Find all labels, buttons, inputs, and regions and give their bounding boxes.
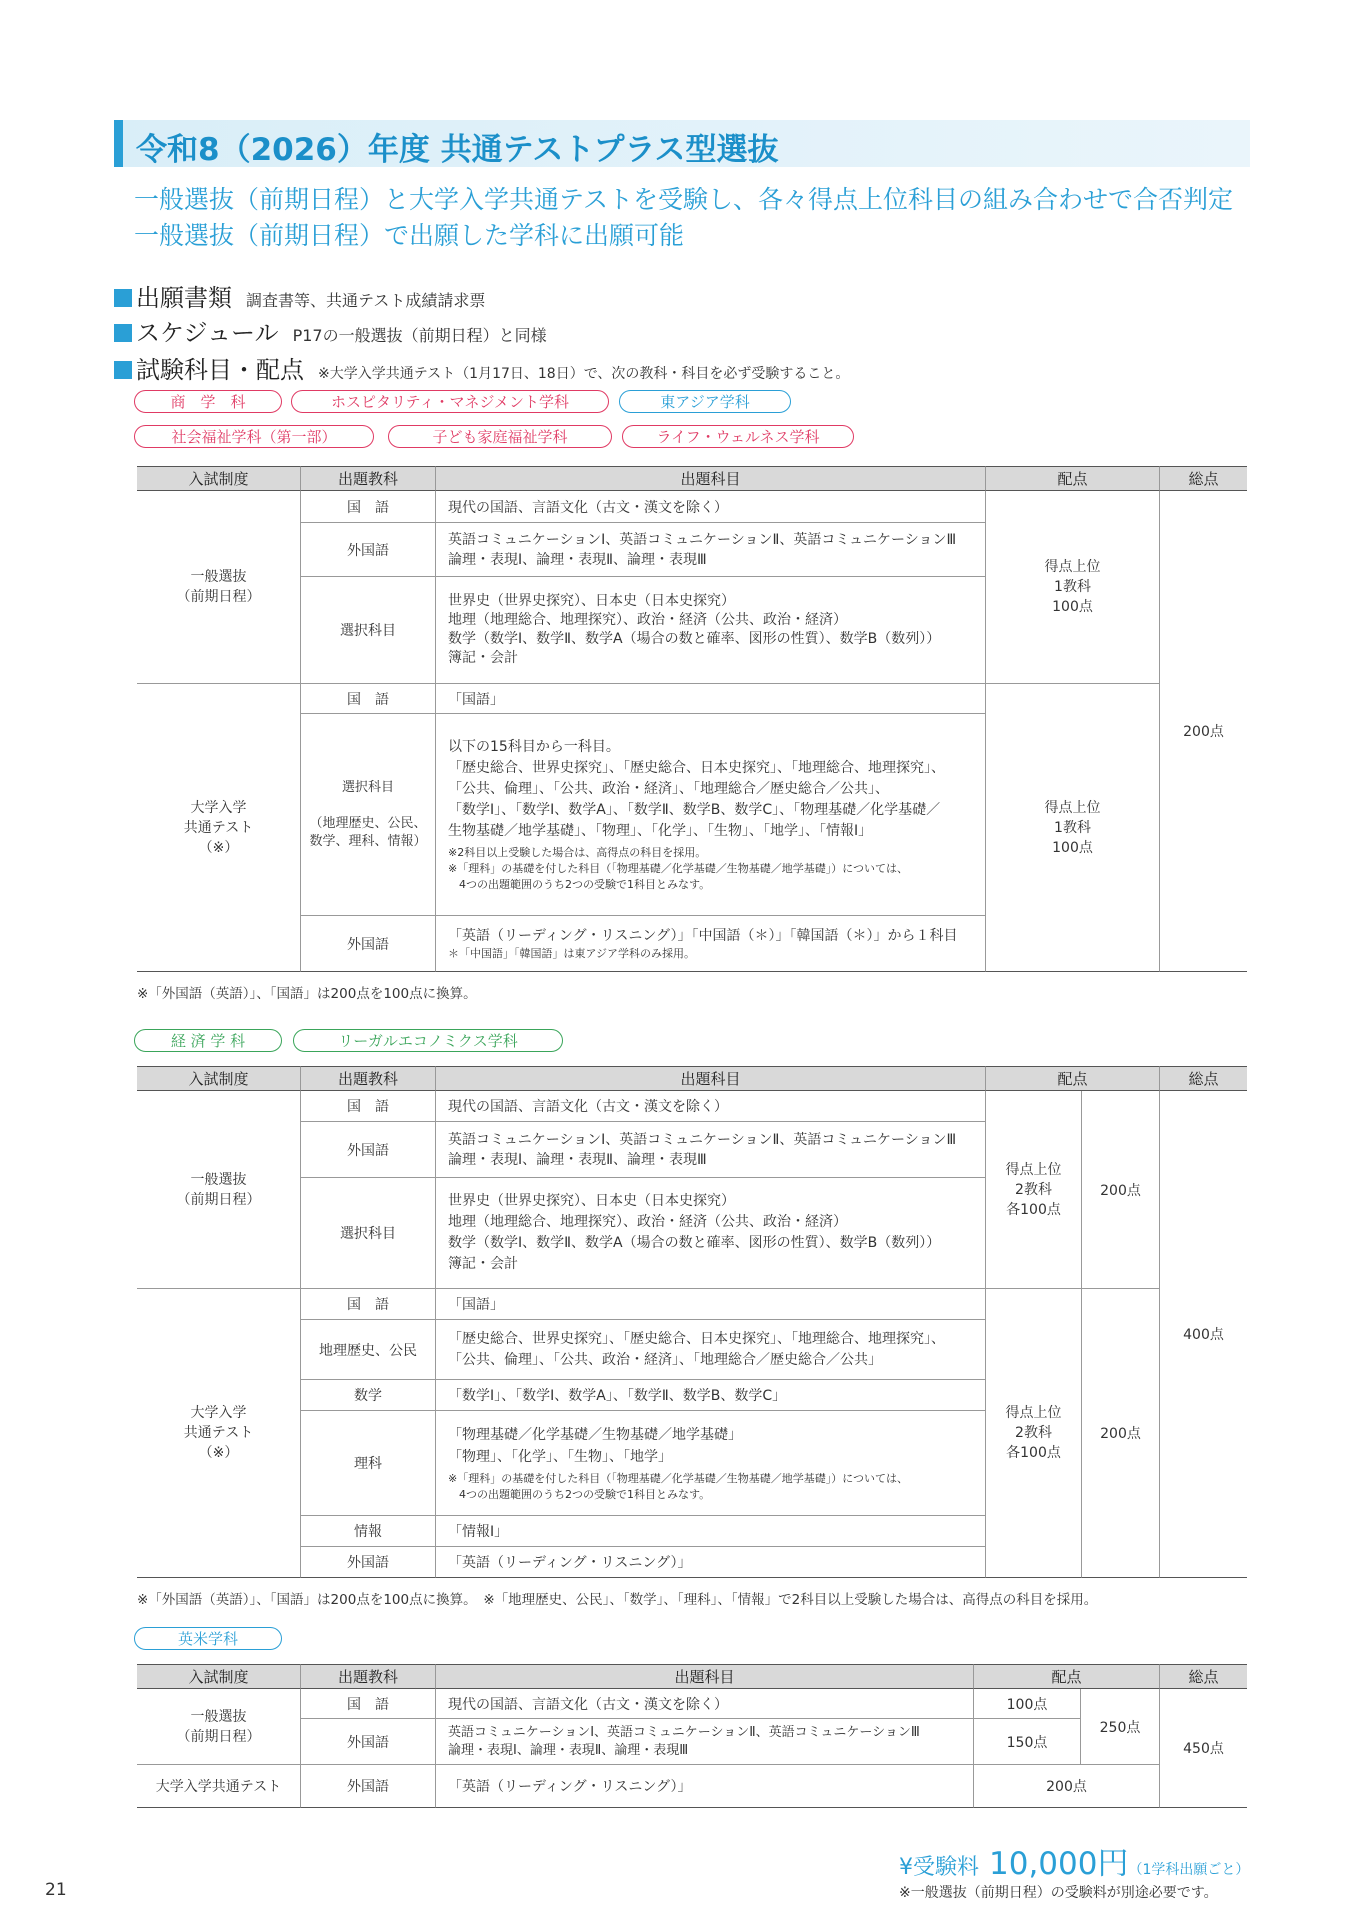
subjects-cell: 「国語」: [435, 684, 985, 714]
header-area: 出題教科: [300, 466, 435, 491]
area-cell: 外国語: [300, 523, 435, 577]
system-cell: 大学入学 共通テスト （※）: [137, 684, 300, 972]
points-cell: 得点上位 2教科 各100点: [985, 1289, 1081, 1578]
dept-tag: 東アジア学科: [619, 390, 791, 413]
fee-unit: （1学科出願ごと）: [1128, 1862, 1250, 1878]
section-heading: 出願書類: [136, 284, 232, 312]
total-cell: 450点: [1159, 1689, 1247, 1808]
area-cell: 理科: [300, 1411, 435, 1516]
system-cell: 一般選抜 （前期日程）: [137, 1689, 300, 1765]
fee-note: ※一般選抜（前期日程）の受験料が別途必要です。: [899, 1885, 1218, 1901]
points-cell: 得点上位 1教科 100点: [985, 491, 1159, 684]
square-bullet-icon: [114, 324, 132, 342]
area-cell: 外国語: [300, 1122, 435, 1178]
area-cell: 外国語: [300, 1719, 435, 1765]
subtotal-cell: 200点: [1081, 1091, 1159, 1289]
dept-tag: ホスピタリティ・マネジメント学科: [291, 390, 609, 413]
total-cell: 200点: [1159, 491, 1247, 972]
header-system: 入試制度: [137, 1664, 300, 1689]
area-cell: 国 語: [300, 491, 435, 523]
area-cell: 地理歴史、公民: [300, 1320, 435, 1380]
header-subjects: 出題科目: [435, 1066, 985, 1091]
dept-tag: ライフ・ウェルネス学科: [622, 425, 854, 448]
area-cell: 国 語: [300, 684, 435, 714]
points-cell: 得点上位 1教科 100点: [985, 684, 1159, 972]
subtotal-cell: 200点: [1081, 1289, 1159, 1578]
header-total: 総点: [1159, 1664, 1247, 1689]
area-cell: 国 語: [300, 1289, 435, 1320]
dept-tag: 商 学 科: [134, 390, 282, 413]
title-bar: [114, 120, 1250, 167]
section-desc: 調査書等、共通テスト成績請求票: [246, 291, 486, 310]
dept-tag: 英米学科: [134, 1627, 282, 1650]
subjects-cell: 「情報Ⅰ」: [435, 1516, 985, 1547]
subjects-cell: 「歴史総合、世界史探究」、「歴史総合、日本史探究」、「地理総合、地理探究」、 「公共、倫理」、「公共、政治・経済」、「地理総合／歴史総合／公共」: [435, 1320, 985, 1380]
points-cell: 100点: [973, 1689, 1080, 1719]
subjects-cell: 世界史（世界史探究）、日本史（日本史探究） 地理（地理総合、地理探究）、政治・経済（公共、政治・経済） 数学（数学Ⅰ、数学Ⅱ、数学A（場合の数と確率、図形の性質）、数学B（数列）） 簿記・会計: [435, 1178, 985, 1289]
area-cell: 選択科目: [300, 577, 435, 684]
header-points: 配点: [973, 1664, 1159, 1689]
header-system: 入試制度: [137, 466, 300, 491]
subjects-cell: 英語コミュニケーションⅠ、英語コミュニケーションⅡ、英語コミュニケーションⅢ 論理・表現Ⅰ、論理・表現Ⅱ、論理・表現Ⅲ: [435, 1122, 985, 1178]
fee-label: ¥受験料: [899, 1855, 979, 1880]
dept-tag: 社会福祉学科（第一部）: [134, 425, 374, 448]
subjects-cell: 英語コミュニケーションⅠ、英語コミュニケーションⅡ、英語コミュニケーションⅢ 論理・表現Ⅰ、論理・表現Ⅱ、論理・表現Ⅲ: [435, 523, 985, 577]
section-subjects: [114, 350, 849, 385]
score-table-group1: [137, 466, 1247, 972]
dept-tag: リーガルエコノミクス学科: [293, 1029, 563, 1052]
area-cell: 選択科目: [300, 1178, 435, 1289]
square-bullet-icon: [114, 361, 132, 379]
subjects-cell: 「英語（リーディング・リスニング）」「中国語（＊）」「韓国語（＊）」から１科目 ＊「中国語」「韓国語」は東アジア学科のみ採用。: [435, 916, 985, 972]
subjects-cell: 世界史（世界史探究）、日本史（日本史探究） 地理（地理総合、地理探究）、政治・経済（公共、政治・経済） 数学（数学Ⅰ、数学Ⅱ、数学A（場合の数と確率、図形の性質）、数学B（数列）） 簿記・会計: [435, 577, 985, 684]
area-cell: 選択科目 （地理歴史、公民、 数学、理科、情報）: [300, 714, 435, 916]
table-footnote: ※「外国語（英語）」、「国語」は200点を100点に換算。: [137, 986, 477, 1002]
header-total: 総点: [1159, 466, 1247, 491]
area-cell: 外国語: [300, 916, 435, 972]
subjects-cell: 「英語（リーディング・リスニング）」: [435, 1765, 973, 1808]
page-number: 21: [45, 1880, 67, 1900]
system-cell: 一般選抜 （前期日程）: [137, 491, 300, 684]
subjects-cell: 「国語」: [435, 1289, 985, 1320]
score-table-group3: [137, 1664, 1247, 1808]
section-heading: 試験科目・配点: [136, 356, 304, 384]
header-points: 配点: [985, 1066, 1159, 1091]
subjects-cell: 英語コミュニケーションⅠ、英語コミュニケーションⅡ、英語コミュニケーションⅢ 論理・表現Ⅰ、論理・表現Ⅱ、論理・表現Ⅲ: [435, 1719, 973, 1765]
subjects-cell: 「物理基礎／化学基礎／生物基礎／地学基礎」 「物理」、「化学」、「生物」、「地学」 ※「理科」の基礎を付した科目（「物理基礎／化学基礎／生物基礎／地学基礎」）については、 4つの出題範囲のうち2つの受験で1科目とみなす。: [435, 1411, 985, 1516]
subjects-cell: 「英語（リーディング・リスニング）」: [435, 1547, 985, 1578]
points-cell: 150点: [973, 1719, 1080, 1765]
system-cell: 大学入学共通テスト: [137, 1765, 300, 1808]
points-cell: 200点: [973, 1765, 1159, 1808]
area-cell: 数学: [300, 1380, 435, 1411]
fee-amount: 10,000円: [989, 1846, 1129, 1882]
section-desc: ※大学入学共通テスト（1月17日、18日）で、次の教科・科目を必ず受験すること。: [318, 366, 850, 382]
dept-tag: 経 済 学 科: [134, 1029, 282, 1052]
area-cell: 情報: [300, 1516, 435, 1547]
dept-tag: 子ども家庭福祉学科: [388, 425, 612, 448]
header-area: 出題教科: [300, 1664, 435, 1689]
subtotal-cell: 250点: [1080, 1689, 1159, 1765]
section-heading: スケジュール: [136, 319, 279, 347]
subjects-cell: 以下の15科目から一科目。 「歴史総合、世界史探究」、「歴史総合、日本史探究」、「地理総合、地理探究」、 「公共、倫理」、「公共、政治・経済」、「地理総合／歴史総合／公共」、 「数学Ⅰ」、「数学Ⅰ、数学A」、「数学Ⅱ、数学B、数学C」、「物理基礎／化学基礎／ 生物基礎／地学基礎」、「物理」、「化学」、「生物」、「地学」、「情報Ⅰ」 ※2科目以上受験した場合は、高得点の科目を採用。 ※「理科」の基礎を付した科目（「物理基礎／化学基礎／生物基礎／地学基礎」）については、 4つの出題範囲のうち2つの受験で1科目とみなす。: [435, 714, 985, 916]
area-cell: 国 語: [300, 1091, 435, 1122]
points-cell: 得点上位 2教科 各100点: [985, 1091, 1081, 1289]
lead-line-1: 一般選抜（前期日程）と大学入学共通テストを受験し、各々得点上位科目の組み合わせで合否判定: [134, 185, 1234, 214]
system-cell: 大学入学 共通テスト （※）: [137, 1289, 300, 1578]
total-cell: 400点: [1159, 1091, 1247, 1578]
subjects-cell: 現代の国語、言語文化（古文・漢文を除く）: [435, 1091, 985, 1122]
header-points: 配点: [985, 466, 1159, 491]
section-docs: [114, 278, 485, 313]
area-cell: 外国語: [300, 1765, 435, 1808]
score-table-group2: [137, 1066, 1247, 1578]
section-desc: P17の一般選抜（前期日程）と同様: [292, 326, 547, 345]
header-area: 出題教科: [300, 1066, 435, 1091]
page-title: 令和8（2026）年度 共通テストプラス型選抜: [136, 132, 779, 168]
header-subjects: 出題科目: [435, 1664, 973, 1689]
square-bullet-icon: [114, 289, 132, 307]
title-accent: [114, 120, 123, 167]
area-cell: 外国語: [300, 1547, 435, 1578]
system-cell: 一般選抜 （前期日程）: [137, 1091, 300, 1289]
subjects-cell: 現代の国語、言語文化（古文・漢文を除く）: [435, 491, 985, 523]
subjects-cell: 「数学Ⅰ」、「数学Ⅰ、数学A」、「数学Ⅱ、数学B、数学C」: [435, 1380, 985, 1411]
subjects-cell: 現代の国語、言語文化（古文・漢文を除く）: [435, 1689, 973, 1719]
header-total: 総点: [1159, 1066, 1247, 1091]
area-cell: 国 語: [300, 1689, 435, 1719]
section-schedule: [114, 313, 547, 348]
table-footnote: ※「外国語（英語）」、「国語」は200点を100点に換算。 ※「地理歴史、公民」、「数学」、「理科」、「情報」で2科目以上受験した場合は、高得点の科目を採用。: [137, 1592, 1098, 1608]
header-subjects: 出題科目: [435, 466, 985, 491]
lead-line-2: 一般選抜（前期日程）で出願した学科に出願可能: [134, 221, 685, 250]
header-system: 入試制度: [137, 1066, 300, 1091]
exam-fee: [899, 1838, 1249, 1883]
